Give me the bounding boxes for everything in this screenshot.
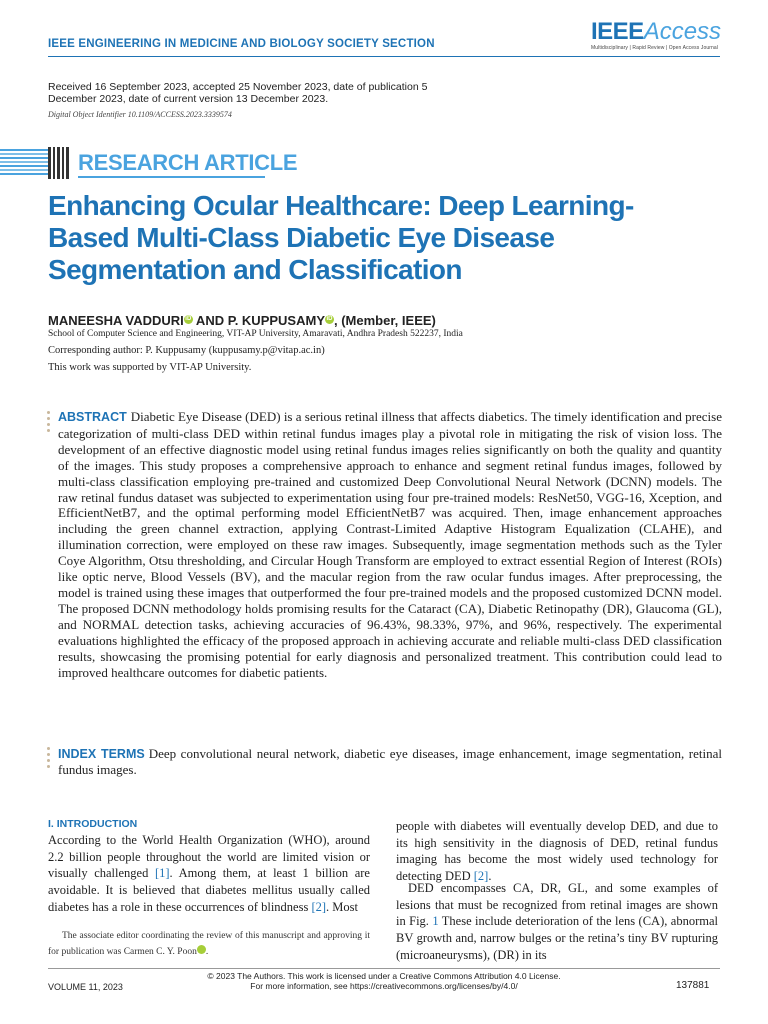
ieee-access-logo <box>591 18 721 51</box>
abstract-text: Diabetic Eye Disease (DED) is a serious retinal illness that affects diabetics. The timely identification and precise categorization of multi-class DED within retinal fundus images play a pivotal role in mitigating the risk of vision loss. The development of an effective diagnostic model using retinal fundus images relies significantly on both the quality and quantity of the images. This study proposes a comprehensive approach to enhance and segment retinal fundus images, followed by multi-class classification employing pre-trained and customized Deep Convolutional Neural Network (DCNN) models. The raw retinal fundus dataset was subjected to experimentation using four pre-trained models: ResNet50, VGG-16, Xception, and EfficientNetB7, and the optimal performing model EfficientNetB7 was acquired. Then, image enhancement approaches including the green channel extraction, applying Contrast-Limited Adaptive Histogram Equalization (CLAHE), and illumination correction, were employed on these raw images. Subsequently, image segmentation methods such as the Tyler Coye Algorithm, Otsu thresholding, and Circular Hough Transform are employed to extract essential Region of Interest (ROIs) like optic nerve, Blood Vessels (BV), and the macular region from the raw ocular fundus images. After preprocessing, the model is trained using these images that outperformed the four pre-trained models and the proposed customized DCNN model. The proposed DCNN methodology holds promising results for the Cataract (CA), Diabetic Retinopathy (DR), Glaucoma (GL), and NORMAL detection tasks, achieving accuracies of 96.43%, 98.33%, 97%, and 96%, respectively. The experimental evaluations highlighted the efficacy of the proposed approach in achieving accurate and reliable multi-class DED classification results, showcasing the promising potential for early diagnosis and personalized treatment. This contribution could lead to improved healthcare outcomes for diabetic patients. <box>58 409 722 680</box>
article-type-underline <box>78 176 265 178</box>
intro-text: These include deterioration of the lens (CA), abnormal BV growth and, narrow bulges or the retina’s tiny BV rupturing (microaneurysms), (DR) in its <box>396 914 718 962</box>
editor-footnote <box>48 928 370 960</box>
orcid-icon[interactable]: iD <box>197 945 206 954</box>
author-2: P. KUPPUSAMY <box>227 313 325 328</box>
editor-footnote-text: The associate editor coordinating the review of this manuscript and approving it for publication was Carmen C. Y. Poon <box>48 931 370 957</box>
volume-label: VOLUME 11, 2023 <box>48 982 123 992</box>
author-1: MANEESHA VADDURI <box>48 313 184 328</box>
intro-text: . Most <box>326 899 358 914</box>
license-line-2[interactable]: For more information, see https://creativecommons.org/licenses/by/4.0/ <box>250 981 518 991</box>
section-heading-introduction: I. INTRODUCTION <box>48 818 138 830</box>
orcid-icon[interactable]: iD <box>326 315 333 322</box>
intro-text: According to the World Health Organization (WHO), around 2.2 billion people throughout the world are limited vision or visually challenged <box>48 833 370 881</box>
page-number: 137881 <box>676 980 710 991</box>
index-terms-label: INDEX TERMS <box>58 747 145 761</box>
paper-title: Enhancing Ocular Healthcare: Deep Learning-Based Multi-Class Diabetic Eye Disease Segmentation and Classification <box>48 190 634 285</box>
index-terms-dots-icon <box>47 747 51 771</box>
intro-text: DED encompasses CA, DR, GL, and some examples of lesions that must be recognized from retinal images are shown in Fig. <box>396 881 718 929</box>
intro-column-2-paragraph-1 <box>396 818 718 885</box>
logo-access-text: Access <box>643 18 722 45</box>
authors <box>48 313 436 328</box>
logo-ieee-text: IEEE <box>591 18 644 45</box>
index-terms <box>58 746 722 778</box>
section-header: IEEE ENGINEERING IN MEDICINE AND BIOLOGY SOCIETY SECTION <box>48 38 435 50</box>
license-line-1: © 2023 The Authors. This work is licensed under a Creative Commons Attribution 4.0 License. <box>207 971 561 981</box>
license-notice <box>150 971 618 991</box>
affiliation: School of Computer Science and Engineering, VIT-AP University, Amaravati, Andhra Pradesh 522237, India <box>48 329 463 339</box>
corresponding-author: Corresponding author: P. Kuppusamy (kuppusamy.p@vitap.ac.in) <box>48 345 325 356</box>
index-terms-text: Deep convolutional neural network, diabetic eye diseases, image enhancement, image segmentation, retinal fundus images. <box>58 746 722 777</box>
footer-rule <box>48 968 720 969</box>
citation-link[interactable]: [2] <box>311 899 327 914</box>
abstract <box>58 409 722 680</box>
citation-link[interactable]: [2] <box>473 869 489 884</box>
header-rule <box>48 56 720 57</box>
intro-column-1 <box>48 832 370 916</box>
received-dates: Received 16 September 2023, accepted 25 November 2023, date of publication 5 December 2023, date of current version 13 December 2023. <box>48 81 428 105</box>
citation-link[interactable]: [1] <box>154 866 170 881</box>
article-type-stripes-icon <box>0 148 48 178</box>
doi: Digital Object Identifier 10.1109/ACCESS.2023.3339574 <box>48 110 232 119</box>
article-type-bars-icon <box>48 147 72 179</box>
article-type-label: RESEARCH ARTICLE <box>78 150 298 175</box>
abstract-dots-icon <box>47 411 51 435</box>
intro-text: . Among them, at least 1 billion are avoidable. It is believed that diabetes mellitus usually called diabetes has a role in these occurrences of blindness <box>48 866 370 914</box>
logo-tagline: Multidisciplinary | Rapid Review | Open Access Journal <box>591 45 718 51</box>
figure-link[interactable]: 1 <box>432 914 439 929</box>
author-joiner: AND <box>192 313 228 328</box>
intro-text: people with diabetes will eventually develop DED, and due to its high sensitivity in the diagnosis of DED, retinal fundus imaging has become the most widely used technology for detecting DED <box>396 819 718 884</box>
intro-column-2-paragraph-2 <box>396 880 718 964</box>
intro-text: . <box>488 869 492 884</box>
editor-footnote-end: . <box>205 947 209 957</box>
abstract-label: ABSTRACT <box>58 410 127 424</box>
funding-note: This work was supported by VIT-AP University. <box>48 362 252 373</box>
author-2-membership: , (Member, IEEE) <box>334 313 436 328</box>
orcid-icon[interactable]: iD <box>185 315 192 322</box>
